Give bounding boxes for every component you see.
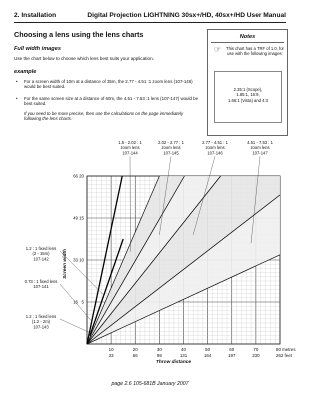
lens-label-107-145: 107-145 [163, 150, 179, 156]
lens-label-107-145: 2.02 - 2.77 : 1 [158, 140, 184, 145]
intro-text: Use the chart below to choose which lens best suits your application. [14, 56, 154, 61]
x-tick-feet: 131 [179, 353, 188, 358]
notes-title: Notes [239, 34, 256, 40]
lens-label-107-142: (2 - 15m) [32, 251, 50, 257]
ratio-line: 2.35:1 (Scope), [233, 87, 263, 92]
y-tick-metres: 15 [79, 215, 84, 221]
lens-label-107-142: 1.2 : 1 fixed lens [25, 246, 57, 251]
x-tick-metres: 50 [205, 347, 211, 352]
y-tick-feet: 16 [73, 299, 78, 305]
y-tick-feet: 49 [73, 215, 78, 221]
ratio-line: 1.85:1, 16:9, [236, 92, 260, 98]
y-tick-feet: 66 [73, 173, 78, 179]
example-heading: example [14, 69, 37, 75]
precision-note: If you need to be more precise, then use the calculations on the page immediately following the lens charts. [24, 111, 184, 122]
bullet-dot: • [16, 96, 18, 101]
x-tick-metres: 60 [229, 347, 235, 352]
lens-label-107-145: zoom lens [161, 145, 181, 151]
lens-label-107-146: 107-146 [207, 150, 223, 156]
header-product: Digital Projection LIGHTNING 30sx+/HD, 40sx+/HD User Manual [87, 12, 286, 19]
leader-line [60, 319, 91, 333]
x-tick-feet: 164 [203, 353, 212, 358]
lens-label-107-143: 1.2 : 1 fixed lens [25, 314, 57, 319]
ratio-line: 1.66:1 (Vista) and 4:3 [228, 97, 268, 103]
lens-chart-svg [0, 140, 300, 380]
header-section: 2. Installation [14, 12, 57, 19]
x-tick-metres: 20 [132, 347, 138, 352]
y-tick-metres: 5 [81, 299, 84, 305]
lens-label-107-147: 4.51 - 7.53 : 1 [247, 140, 273, 145]
lens-label-107-146: 2.77 - 4.51 : 1 [202, 140, 228, 145]
lens-label-107-143: (1.2 - 2m) [31, 319, 51, 325]
lens-label-107-147: 107-147 [252, 150, 268, 156]
bullet-text: For a screen width of 10m at a distance of 35m, the 2.77 - 4.51 :1 zoom lens (107-146) would be best suited. [24, 79, 193, 90]
x-tick-feet: 262 feet [276, 353, 292, 358]
pointing-hand-icon: ☞ [214, 45, 222, 54]
lens-label-107-146: zoom lens [205, 145, 225, 151]
x-tick-metres: 30 [156, 347, 162, 352]
x-tick-feet: 98 [156, 353, 162, 358]
notes-divider [211, 42, 284, 43]
ratios-text [215, 87, 281, 103]
x-tick-feet: 197 [228, 353, 236, 358]
lens-label-107-147: zoom lens [250, 145, 270, 151]
lens-label-107-142: 107-142 [33, 256, 49, 262]
ratios-box [214, 71, 282, 123]
y-axis-label: Screen width [63, 249, 68, 279]
notes-text: This chart has a TRF of 1.0, for use with the following images: [226, 46, 284, 57]
lens-chart [0, 140, 300, 380]
x-tick-metres: 10 [108, 347, 114, 352]
x-tick-metres: 80 metres [276, 347, 296, 352]
y-tick-metres: 20 [79, 173, 84, 179]
y-tick-feet: 33 [73, 257, 78, 263]
lens-label-107-141: 107-141 [33, 284, 49, 290]
page-footer: page 2.6 105-681B January 2007 [111, 381, 189, 387]
header-rule [14, 22, 286, 23]
x-tick-feet: 66 [132, 353, 138, 358]
lens-label-107-144: zoom lens [120, 145, 140, 151]
lens-label-107-144: 1.5 - 2.02 : 1 [118, 140, 142, 145]
lens-label-107-141: 0.73 : 1 fixed lens [24, 279, 58, 284]
lens-label-107-143: 107-143 [33, 324, 49, 330]
x-tick-metres: 40 [181, 347, 186, 352]
lens-label-107-144: 107-144 [122, 150, 138, 156]
x-tick-metres: 70 [253, 347, 259, 352]
bullet-text: For the same screen size at a distance of 60m, the 4.51 - 7.53 :1 lens (107-147) would be best suited. [24, 96, 199, 107]
notes-panel [207, 29, 288, 136]
x-axis-label: Throw distance [155, 360, 192, 365]
x-tick-feet: 230 [252, 353, 260, 358]
section-subtitle: Full width images [14, 46, 61, 52]
bullet-dot: • [16, 79, 18, 84]
page-title: Choosing a lens using the lens charts [14, 30, 144, 39]
x-tick-feet: 33 [108, 353, 114, 358]
y-tick-metres: 10 [79, 257, 84, 263]
